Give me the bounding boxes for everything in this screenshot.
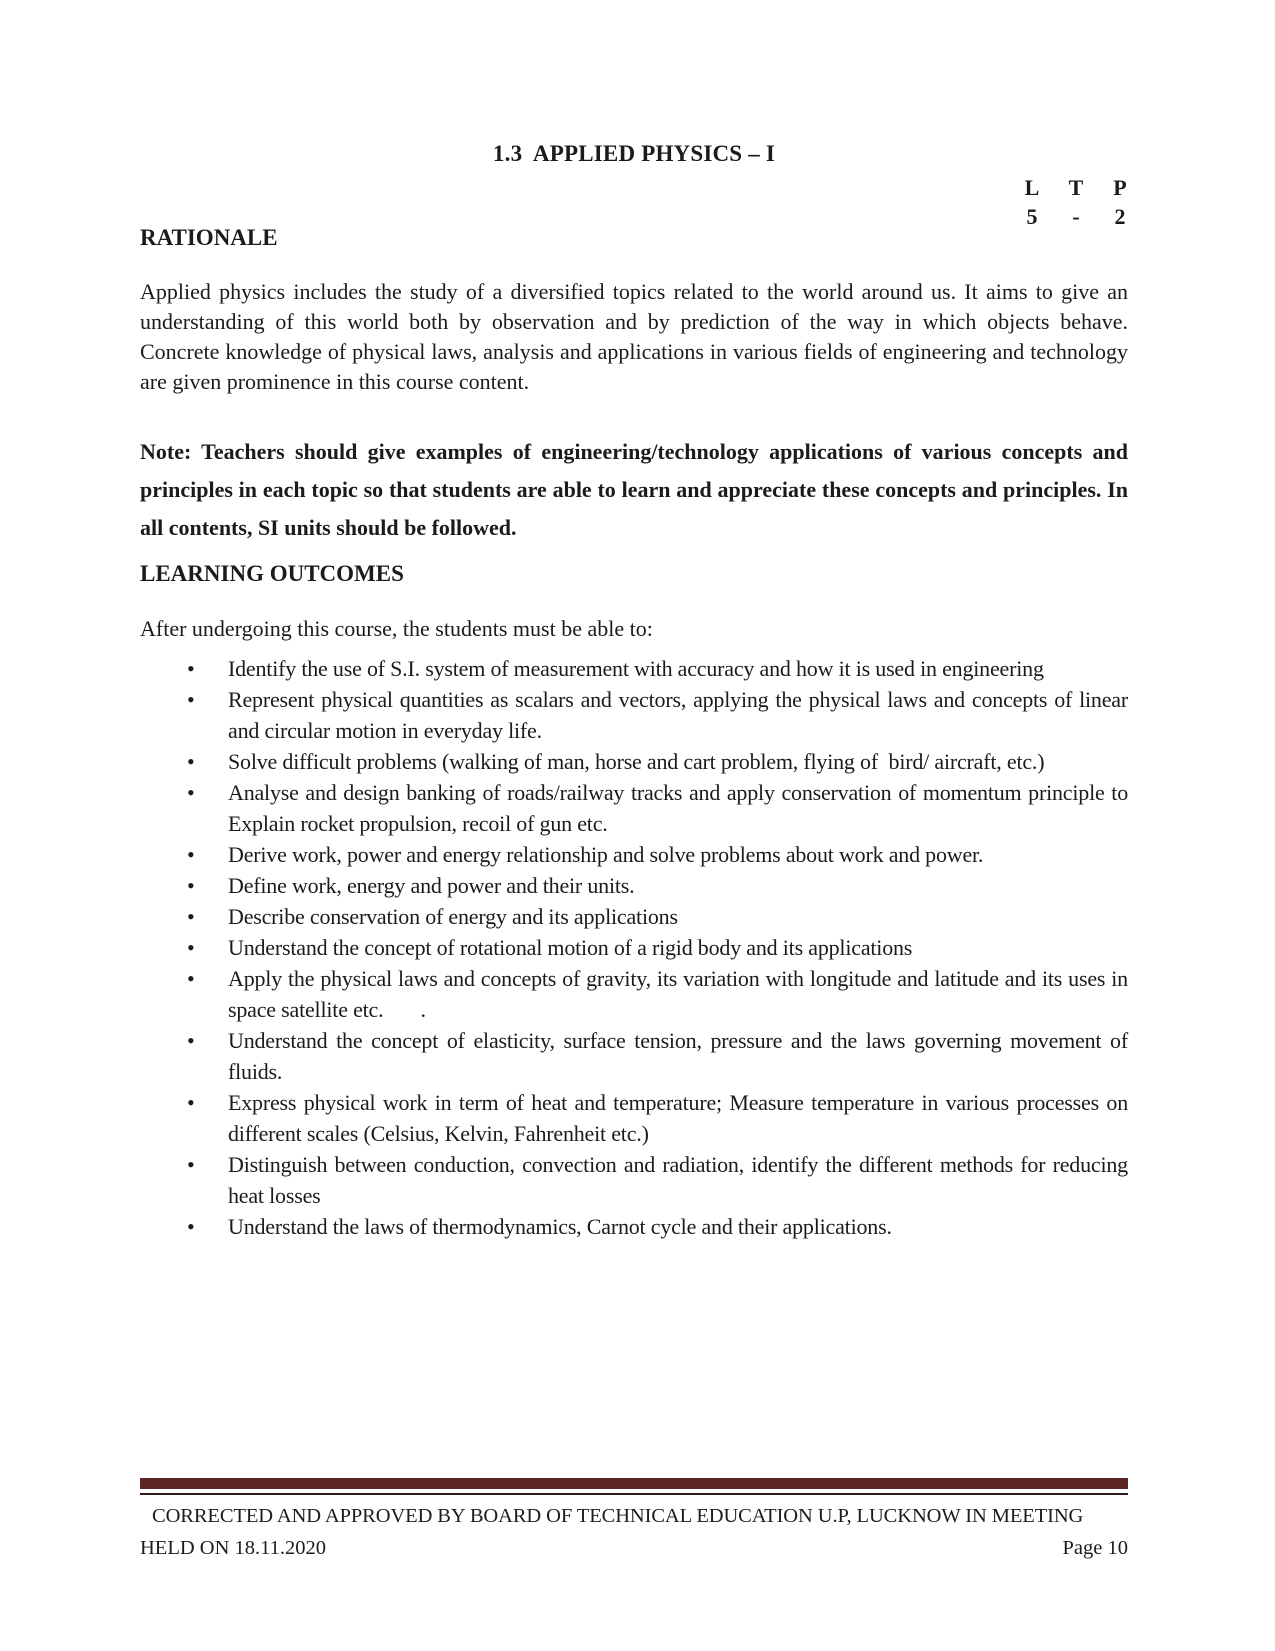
outcome-item-text: Express physical work in term of heat and temperature; Measure temperature in various processes on different scales (Celsius, Kelvin, Fahrenheit etc.) bbox=[228, 1090, 1128, 1146]
footer-rule bbox=[140, 1493, 1128, 1495]
rationale-paragraph: Applied physics includes the study of a diversified topics related to the world around us. It aims to give an understanding of this world both by observation and by prediction of the way in which objects behave. Concrete knowledge of physical laws, analysis and applications in various fields of engineering and technology are given prominence in this course content. bbox=[140, 279, 1128, 394]
learning-outcomes-heading: LEARNING OUTCOMES bbox=[140, 561, 404, 586]
outcome-item bbox=[140, 839, 1128, 870]
outcome-item-text: Apply the physical laws and concepts of gravity, its variation with longitude and latitude and its uses in space satellite etc. . bbox=[228, 966, 1128, 1022]
rationale-heading: RATIONALE bbox=[140, 225, 278, 250]
bullet-icon: • bbox=[187, 687, 195, 712]
outcome-item bbox=[140, 746, 1128, 777]
page-content bbox=[140, 0, 1128, 1242]
bullet-icon: • bbox=[187, 1090, 195, 1115]
bullet-icon: • bbox=[187, 842, 195, 867]
footer-accent-bar bbox=[140, 1478, 1128, 1489]
footer-date-text: HELD ON 18.11.2020 bbox=[140, 1537, 327, 1559]
footer-meta-row bbox=[140, 1534, 1128, 1563]
bullet-icon: • bbox=[187, 1214, 195, 1239]
bullet-icon: • bbox=[187, 904, 195, 929]
outcomes-intro: After undergoing this course, the students must be able to: bbox=[140, 616, 653, 641]
bullet-icon: • bbox=[187, 656, 195, 681]
credits-value-t: - bbox=[1072, 204, 1080, 229]
outcome-item-text: Derive work, power and energy relationship and solve problems about work and power. bbox=[228, 842, 984, 867]
outcome-item bbox=[140, 963, 1128, 1025]
outcome-item-text: Distinguish between conduction, convection and radiation, identify the different methods for reducing heat losses bbox=[228, 1152, 1128, 1208]
credits-header-l: L bbox=[1024, 175, 1040, 200]
outcomes-list bbox=[140, 653, 1128, 1242]
footer-page-number: Page 10 bbox=[1062, 1537, 1128, 1559]
outcome-item-text: Describe conservation of energy and its applications bbox=[228, 904, 678, 929]
outcome-item bbox=[140, 1211, 1128, 1242]
bullet-icon: • bbox=[187, 935, 195, 960]
outcome-item-text: Understand the laws of thermodynamics, Carnot cycle and their applications. bbox=[228, 1214, 892, 1239]
outcome-item bbox=[140, 1025, 1128, 1087]
outcome-item-text: Solve difficult problems (walking of man, horse and cart problem, flying of bird/ aircraft, etc.) bbox=[228, 749, 1045, 774]
outcome-item-text: Understand the concept of rotational motion of a rigid body and its applications bbox=[228, 935, 913, 960]
outcome-item-text: Identify the use of S.I. system of measurement with accuracy and how it is used in engineering bbox=[228, 656, 1044, 681]
credits-value-p: 2 bbox=[1114, 204, 1126, 229]
outcome-item bbox=[140, 1149, 1128, 1211]
outcome-item-text: Understand the concept of elasticity, surface tension, pressure and the laws governing movement of fluids. bbox=[228, 1028, 1128, 1084]
note-paragraph: Note: Teachers should give examples of engineering/technology applications of various concepts and principles in each topic so that students are able to learn and appreciate these concepts and principles. In all contents, SI units should be followed. bbox=[140, 439, 1128, 540]
outcome-item bbox=[140, 1087, 1128, 1149]
credits-value-l: 5 bbox=[1026, 204, 1038, 229]
bullet-icon: • bbox=[187, 873, 195, 898]
bullet-icon: • bbox=[187, 966, 195, 991]
outcome-item bbox=[140, 870, 1128, 901]
page-title: 1.3 APPLIED PHYSICS – I bbox=[492, 141, 776, 166]
outcome-item bbox=[140, 777, 1128, 839]
page-footer bbox=[140, 1478, 1128, 1563]
outcome-item bbox=[140, 684, 1128, 746]
footer-approval-text: CORRECTED AND APPROVED BY BOARD OF TECHNICAL EDUCATION U.P, LUCKNOW IN MEETING bbox=[152, 1505, 1084, 1527]
bullet-icon: • bbox=[187, 1152, 195, 1177]
outcome-item-text: Define work, energy and power and their units. bbox=[228, 873, 635, 898]
outcome-item bbox=[140, 653, 1128, 684]
outcome-item bbox=[140, 901, 1128, 932]
bullet-icon: • bbox=[187, 1028, 195, 1053]
bullet-icon: • bbox=[187, 780, 195, 805]
credits-table bbox=[140, 173, 1142, 231]
credits-header-t: T bbox=[1068, 175, 1084, 200]
outcome-item bbox=[140, 932, 1128, 963]
outcome-item-text: Represent physical quantities as scalars and vectors, applying the physical laws and concepts of linear and circular motion in everyday life. bbox=[228, 687, 1128, 743]
credits-header-p: P bbox=[1113, 175, 1127, 200]
outcome-item-text: Analyse and design banking of roads/railway tracks and apply conservation of momentum principle to Explain rocket propulsion, recoil of gun etc. bbox=[228, 780, 1128, 836]
bullet-icon: • bbox=[187, 749, 195, 774]
